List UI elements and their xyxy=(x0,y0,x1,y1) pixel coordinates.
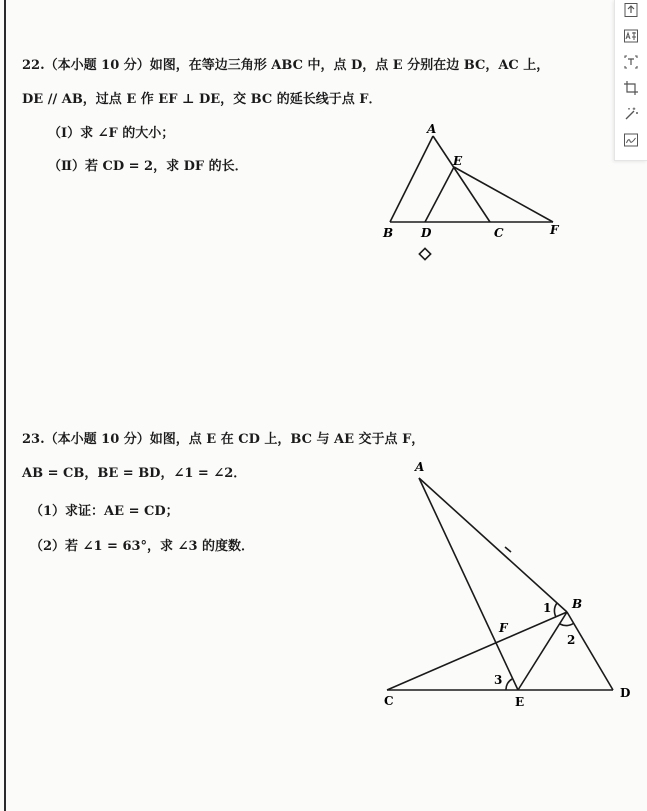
q23-label-b: B xyxy=(572,597,583,611)
q22-part2: （Ⅱ）若 CD = 2，求 DF 的长． xyxy=(48,159,248,174)
q22-figure xyxy=(370,120,590,270)
text-extract-icon[interactable] xyxy=(623,54,639,70)
translate-icon[interactable] xyxy=(623,28,639,44)
q23-angle3-arc xyxy=(506,679,512,690)
q23-part1: （1）求证：AE = CD； xyxy=(30,504,179,519)
upload-icon[interactable] xyxy=(623,2,639,18)
q23-header: 23.（本小题 10 分）如图，点 E 在 CD 上，BC 与 AE 交于点 F， xyxy=(22,432,425,447)
side-toolbar xyxy=(614,0,647,161)
q22-segment-ac xyxy=(433,136,490,222)
q23-segment-be xyxy=(518,612,567,690)
q22-segment-de xyxy=(425,167,454,222)
q22-label-b: B xyxy=(383,226,394,240)
page-left-border xyxy=(4,0,6,811)
q23-segment-bc xyxy=(387,612,567,690)
q23-label-angle3: 3 xyxy=(494,673,503,687)
q23-label-d: D xyxy=(620,686,631,700)
q23-angle2-arc xyxy=(560,623,574,626)
crop-icon[interactable] xyxy=(623,80,639,96)
q23-segment-ab xyxy=(419,478,567,612)
q22-header: 22.（本小题 10 分）如图，在等边三角形 ABC 中，点 D，点 E 分别在边 BC，AC 上， xyxy=(22,58,550,73)
diamond-mark xyxy=(419,248,430,259)
q23-label-angle1: 1 xyxy=(543,601,552,615)
magic-wand-icon[interactable] xyxy=(623,106,639,122)
q23-angle1-arc xyxy=(554,603,557,617)
q22-label-a: A xyxy=(427,122,437,136)
q23-tick-ab xyxy=(505,547,511,552)
q23-figure xyxy=(370,455,640,720)
q22-line2: DE // AB，过点 E 作 EF ⊥ DE，交 BC 的延长线于点 F． xyxy=(22,92,382,107)
q22-part1: （Ⅰ）求 ∠F 的大小； xyxy=(48,126,175,141)
q23-part2: （2）若 ∠1 = 63°，求 ∠3 的度数． xyxy=(30,539,255,554)
q22-label-d: D xyxy=(421,226,432,240)
q22-segment-ab xyxy=(390,136,433,222)
q23-label-c: C xyxy=(384,694,394,708)
sign-icon[interactable] xyxy=(623,132,639,148)
q23-label-angle2: 2 xyxy=(567,633,576,647)
q23-segment-ae xyxy=(419,478,518,690)
q23-label-f: F xyxy=(499,621,508,635)
q22-segment-ef xyxy=(454,167,553,222)
q22-label-e: E xyxy=(453,154,463,168)
q23-label-a: A xyxy=(415,460,425,474)
q23-line2: AB = CB，BE = BD，∠1 = ∠2． xyxy=(22,466,247,481)
q22-label-c: C xyxy=(494,226,504,240)
q23-label-e: E xyxy=(515,695,525,709)
q22-label-f: F xyxy=(550,223,559,237)
